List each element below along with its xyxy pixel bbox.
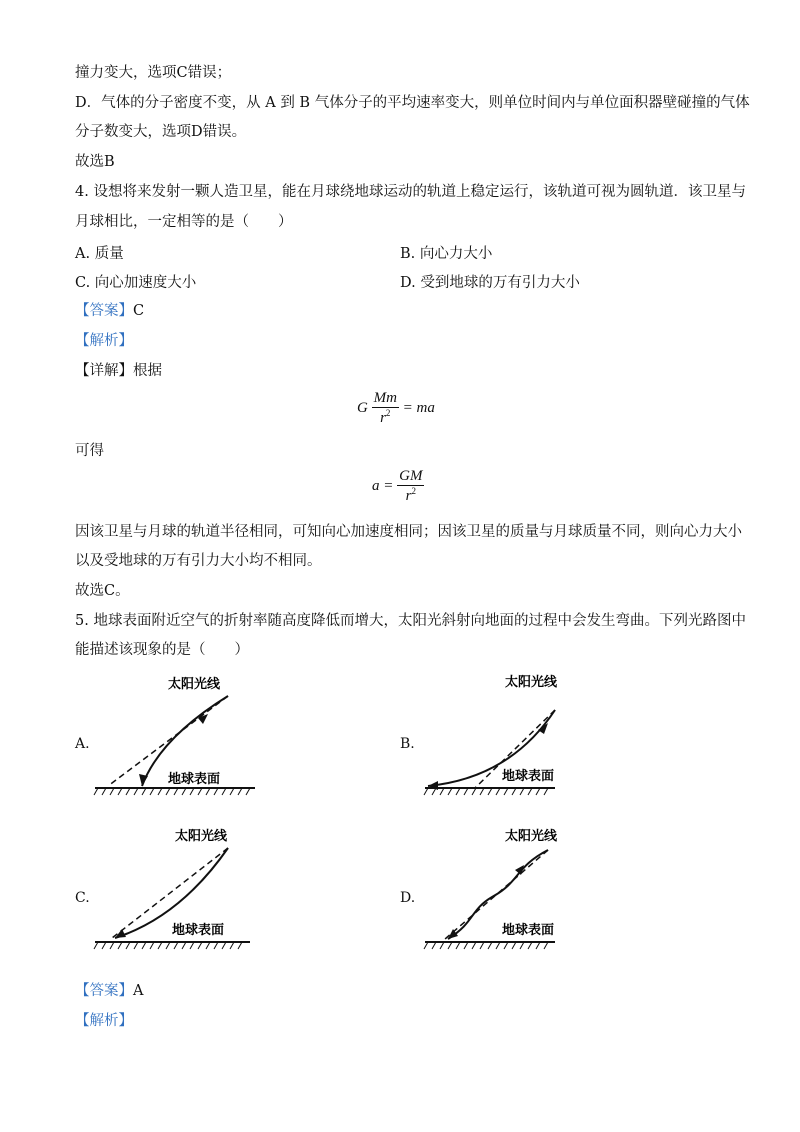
diagram-d-hatch bbox=[424, 942, 548, 949]
analysis-5 bbox=[75, 1010, 133, 1032]
answer-5-tag: 【答案】 bbox=[75, 983, 133, 999]
diagram-b bbox=[420, 668, 590, 798]
detail-4 bbox=[75, 360, 162, 382]
text-line-2: D．气体的分子密度不变，从 A 到 B 气体分子的平均速率变大，则单位时间内与单位面积器壁碰撞的气体 bbox=[75, 95, 750, 111]
question-4-line-2: 月球相比，一定相等的是（ ） bbox=[75, 214, 293, 230]
answer-5 bbox=[75, 980, 143, 1002]
formula-gravitation bbox=[357, 390, 435, 427]
text-line-1: 撞力变大，选项C错误； bbox=[75, 65, 232, 81]
question-5-line-2: 能描述该现象的是（ ） bbox=[75, 642, 249, 658]
formula-lhs-2: a = bbox=[372, 477, 394, 494]
diagram-c-label: C. bbox=[75, 890, 90, 906]
selection-4: 故选C。 bbox=[75, 583, 130, 599]
analysis-5-tag: 【解析】 bbox=[75, 1013, 133, 1029]
formula-numerator-1: Mm bbox=[373, 390, 397, 406]
answer-value: C bbox=[133, 303, 145, 319]
question-4-line-1: 4. 设想将来发射一颗人造卫星，能在月球绕地球运动的轨道上稳定运行，该轨道可视为圆轨道．该卫星与 bbox=[75, 184, 746, 200]
option-a: A. 质量 bbox=[75, 246, 124, 262]
diagram-a-sun-label: 太阳光线 bbox=[168, 677, 221, 692]
answer-4 bbox=[75, 300, 144, 322]
diagram-d-label: D. bbox=[400, 890, 416, 906]
diagram-c-hatch bbox=[94, 942, 242, 949]
diagram-b-hatch bbox=[424, 788, 548, 795]
option-b: B. 向心力大小 bbox=[400, 246, 493, 262]
formula-numerator-2: GM bbox=[399, 468, 423, 484]
diagram-a bbox=[90, 668, 260, 798]
diagram-b-ground-label: 地球表面 bbox=[502, 769, 555, 784]
formula-r-1: r bbox=[380, 410, 386, 426]
diagram-d-sun-label: 太阳光线 bbox=[505, 829, 558, 844]
analysis-tag: 【解析】 bbox=[75, 333, 133, 349]
formula-acceleration bbox=[372, 468, 424, 505]
diagram-a-label: A. bbox=[75, 736, 90, 752]
diagram-c-sun-label: 太阳光线 bbox=[175, 829, 228, 844]
formula-exp-1: 2 bbox=[385, 408, 391, 418]
detail-text: 根据 bbox=[133, 363, 162, 379]
text-line-4: 故选B bbox=[75, 154, 115, 170]
formula-fraction-2 bbox=[397, 468, 424, 505]
diagram-d-arrow-end bbox=[448, 929, 458, 939]
diagram-d bbox=[420, 822, 590, 952]
formula-denominator-2 bbox=[397, 486, 424, 505]
diagram-d-ground-label: 地球表面 bbox=[502, 923, 555, 938]
option-d: D. 受到地球的万有引力大小 bbox=[400, 275, 580, 291]
formula-denominator-1 bbox=[372, 408, 399, 427]
formula-g: G bbox=[357, 399, 368, 416]
diagram-c bbox=[90, 822, 260, 952]
diagram-a-hatch bbox=[94, 788, 250, 795]
text-line-3: 分子数变大，选项D错误。 bbox=[75, 124, 247, 140]
formula-r-2: r bbox=[405, 488, 412, 504]
answer-5-value: A bbox=[133, 983, 144, 999]
formula-fraction-1 bbox=[372, 390, 399, 427]
formula-rhs-1: = ma bbox=[402, 399, 435, 416]
diagram-a-ground-label: 地球表面 bbox=[168, 772, 221, 787]
option-c: C. 向心加速度大小 bbox=[75, 275, 197, 291]
explanation-line-1: 因该卫星与月球的轨道半径相同，可知向心加速度相同；因该卫星的质量与月球质量不同，则向心力大小 bbox=[75, 524, 742, 540]
question-5-line-1: 5. 地球表面附近空气的折射率随高度降低而增大，太阳光斜射向地面的过程中会发生弯曲。下列光路图中 bbox=[75, 613, 746, 629]
answer-tag: 【答案】 bbox=[75, 303, 133, 319]
diagram-b-label: B. bbox=[400, 736, 415, 752]
diagram-c-ground-label: 地球表面 bbox=[172, 923, 225, 938]
detail-tag: 【详解】 bbox=[75, 363, 133, 379]
diagram-b-sun-label: 太阳光线 bbox=[505, 675, 558, 690]
formula-exp-2: 2 bbox=[411, 486, 416, 496]
analysis-4 bbox=[75, 330, 133, 352]
text-kede: 可得 bbox=[75, 443, 104, 459]
explanation-line-2: 以及受地球的万有引力大小均不相同。 bbox=[75, 553, 322, 569]
